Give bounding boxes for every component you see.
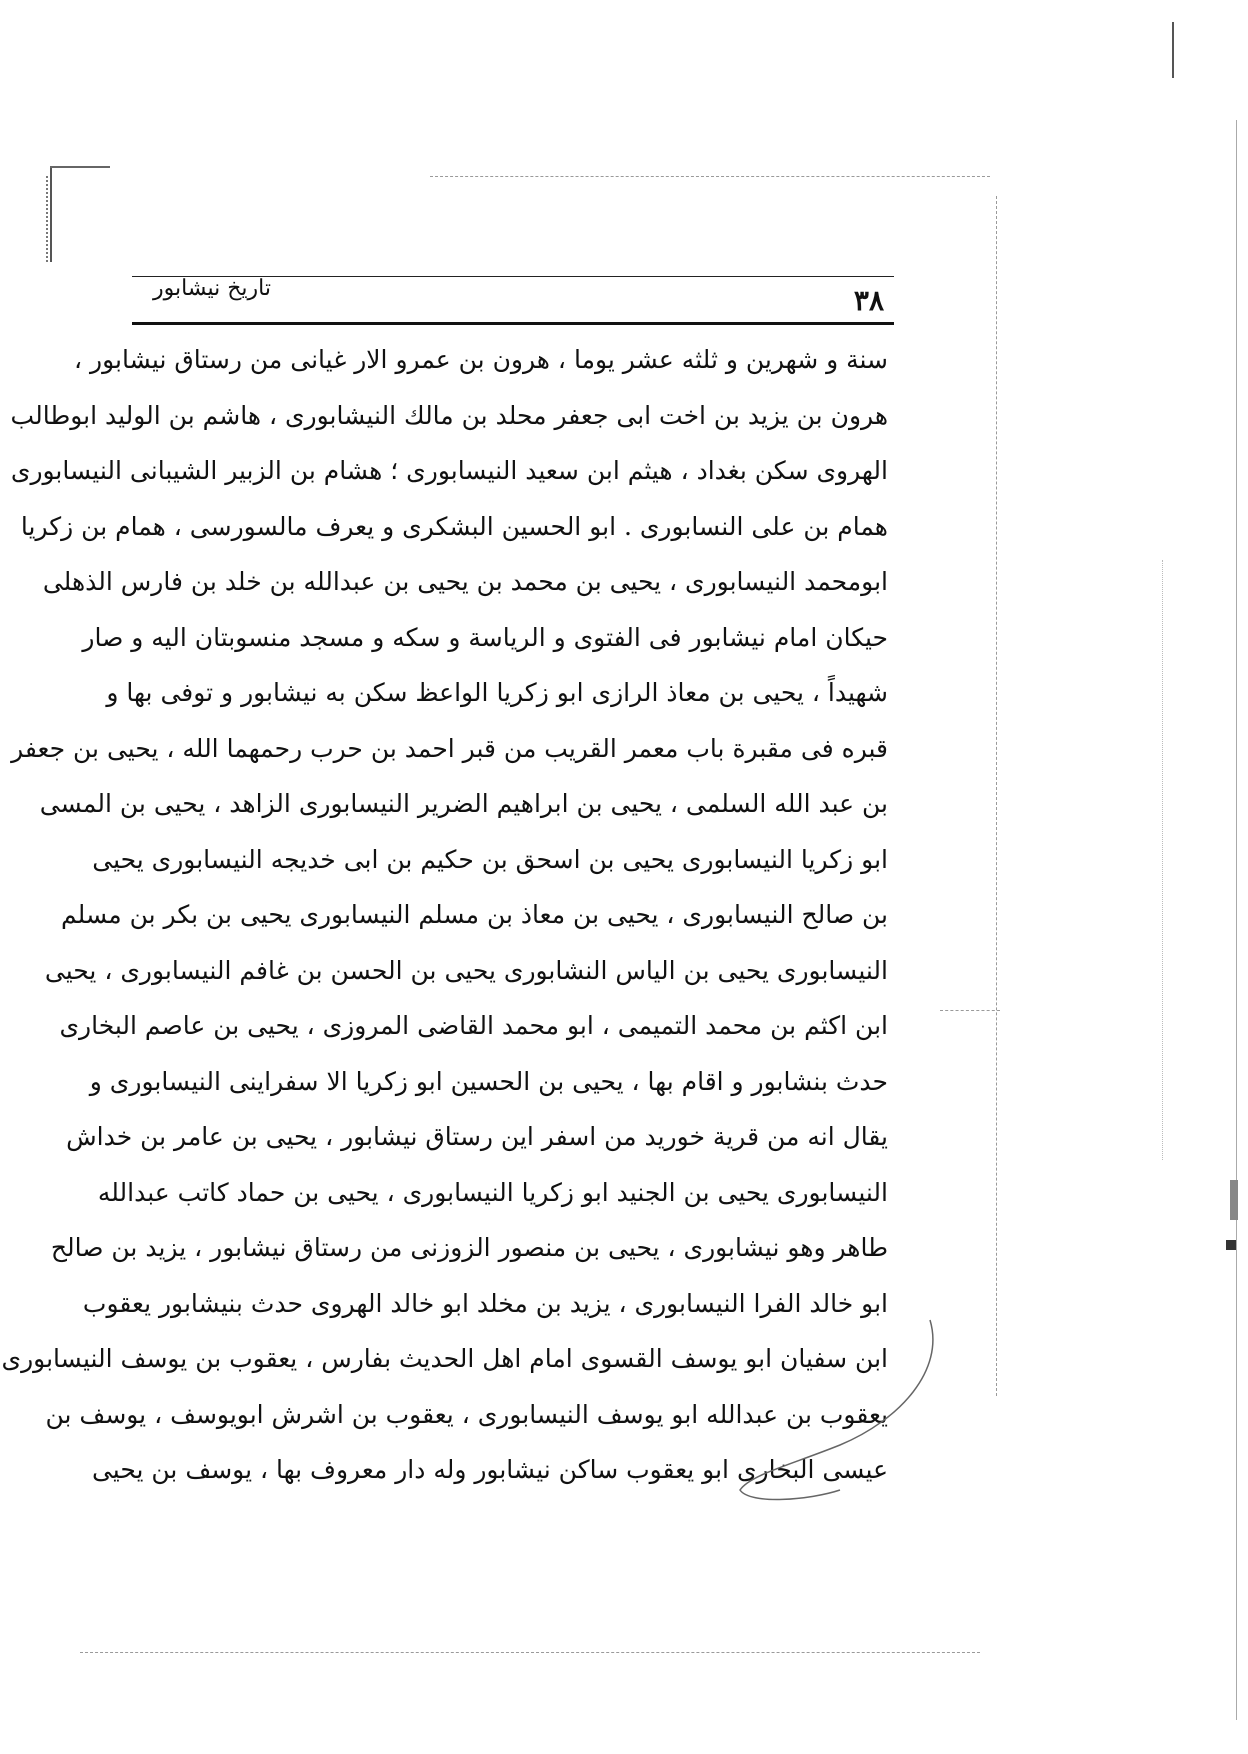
scan-right-mid-dash (940, 1010, 1000, 1011)
scan-right-edge-block (1226, 1240, 1236, 1250)
scan-right-dash (1162, 560, 1163, 1160)
text-line: النيسابوری يحيی بن الجنيد ابو زکريا النيسابوری ، يحيی بن حماد کاتب عبدالله (97, 1177, 888, 1207)
text-line: هرون بن يزيد بن اخت ابی جعفر محلد بن مالك النيشابوری ، هاشم بن الوليد ابوطالب (10, 400, 888, 430)
scan-edge-mark-left-top (50, 166, 110, 168)
header-thick-rule (132, 322, 894, 325)
text-line: سنة و شهرين و ثلثه عشر يوما ، هرون بن عمرو الار غیانی من رستاق نیشابور ، (74, 345, 888, 374)
text-line: بن عبد الله السلمی ، يحيی بن ابراهيم الضرير النيسابوری الزاهد ، يحيی بن المسی (39, 789, 888, 818)
scan-edge-mark-left (50, 166, 52, 262)
scan-top-border (430, 176, 990, 177)
scan-right-border (996, 196, 997, 1396)
text-line: شهيداً ، يحيی بن معاذ الرازی ابو زکريا الواعظ سکن به نيشابور و توفی بها و (106, 678, 888, 707)
page-header (132, 268, 894, 326)
scan-right-edge-mark (1230, 1180, 1238, 1220)
text-line: ابومحمد النيسابوری ، يحيی بن محمد بن يحيی بن عبدالله بن خلد بن فارس الذهلی (42, 567, 888, 596)
running-title: تاریخ نیشابور (153, 276, 271, 301)
text-line: الهروی سکن بغداد ، هيثم ابن سعيد النيسابوری ؛ هشام بن الزبير الشيبانی النيسابوری (10, 456, 888, 485)
pencil-curve-mark (730, 1300, 950, 1560)
text-line: ابن سفيان ابو يوسف القسوی امام اهل الحديث بفارس ، يعقوب بن يوسف النيسابوری (1, 1344, 888, 1373)
text-line: ابن اکثم بن محمد التميمی ، ابو محمد القاضی المروزی ، يحيی بن عاصم البخاری (59, 1011, 888, 1040)
text-line: ابو زکريا النيسابوری يحيی بن اسحق بن حکيم بن ابی خديجه النيسابوری يحيی (92, 844, 888, 874)
text-line: يقال انه من قرية خوريد من اسفر اين رستاق نيشابور ، يحيی بن عامر بن خداش (66, 1122, 888, 1151)
text-line: حيکان امام نيشابور فی الفتوی و الرياسة و سکه و مسجد منسوبتان اليه و صار (82, 622, 888, 652)
text-line: النيسابوری يحيی بن الياس النشابوری يحيی بن الحسن بن غافم النيسابوری ، يحيی (44, 955, 888, 985)
text-line: بن صالح النيسابوری ، يحيی بن معاذ بن مسلم النيسابوری يحيی بن بکر بن مسلم (61, 900, 888, 929)
text-line: قبره فی مقبرة باب معمر القريب من قبر احمد بن حرب رحمهما الله ، يحيی بن جعفر (11, 733, 888, 763)
text-line: همام بن علی النسابوری . ابو الحسين البشکری و يعرف مالسورسی ، همام بن زکريا (20, 511, 888, 541)
page-number: ۳۸ (853, 284, 884, 317)
scan-speckle-left (46, 176, 48, 262)
text-line: طاهر وهو نيشابوری ، يحيی بن منصور الزوزنی من رستاق نيشابور ، يزيد بن صالح (50, 1233, 888, 1262)
scan-edge-mark-top-right (1172, 22, 1174, 78)
text-line: يعقوب بن عبدالله ابو يوسف النيسابوری ، يعقوب بن اشرش ابويوسف ، يوسف بن (45, 1399, 888, 1429)
text-line: ابو خالد الفرا النيسابوری ، يزيد بن مخلد ابو خالد الهروی حدث بنيشابور يعقوب (82, 1288, 888, 1318)
scan-bottom-border (80, 1652, 980, 1653)
text-line: حدث بنشابور و اقام بها ، يحيی بن الحسين ابو زکريا الا سفراينی النيسابوری و (89, 1066, 888, 1096)
text-line: عيسی البخاری ابو يعقوب ساکن نيشابور وله دار معروف بها ، يوسف بن يحيی (91, 1455, 888, 1484)
scan-right-edge-line (1236, 120, 1237, 1720)
